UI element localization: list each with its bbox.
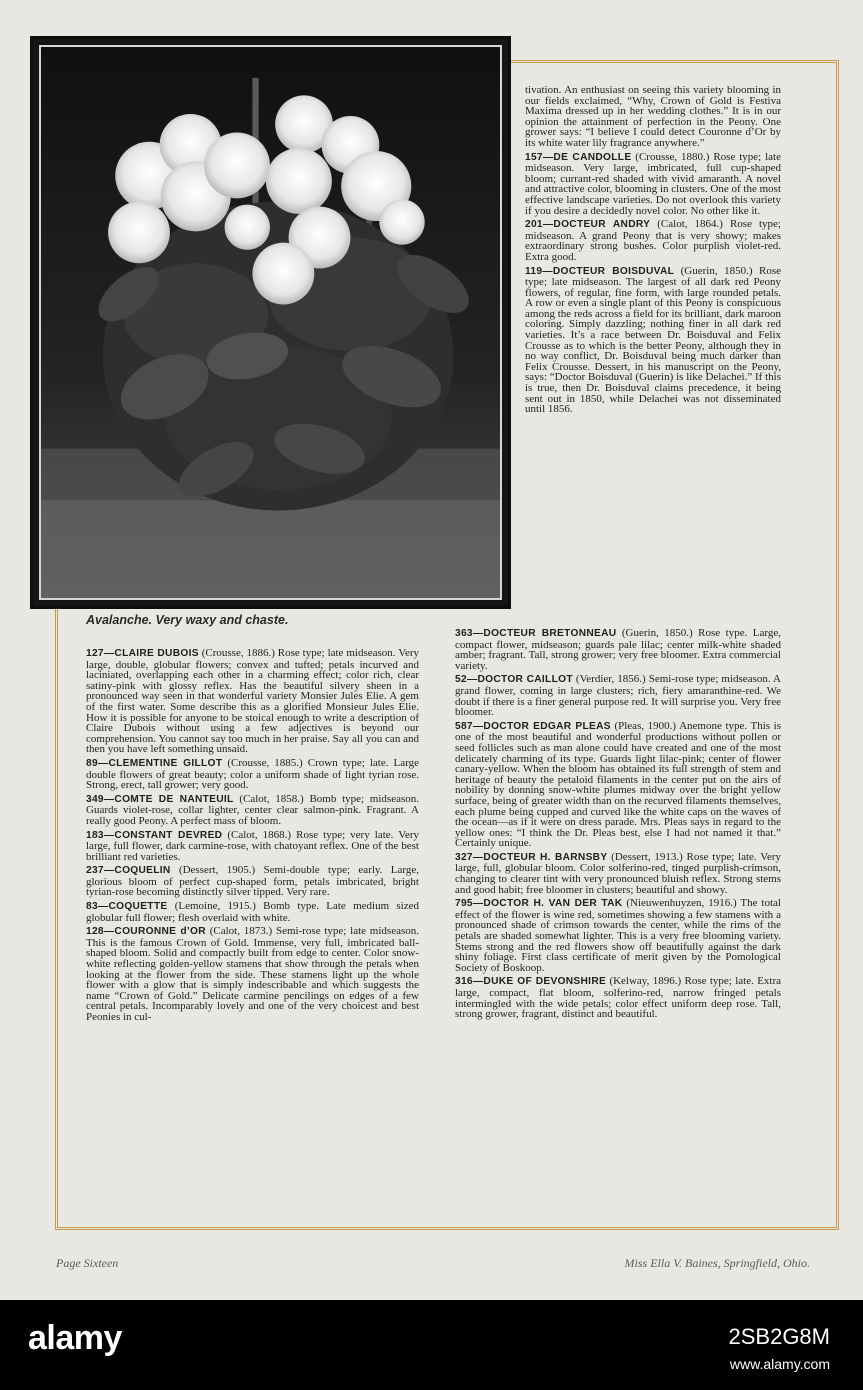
- entry-name: DOCTEUR ANDRY: [553, 219, 651, 231]
- variety-entry: 83—COQUETTE (Lemoine, 1915.) Bomb type. Late medium sized globular full flower; flesh overlaid with white.: [86, 900, 419, 924]
- entry-text: (Lemoine, 1915.) Bomb type. Late medium sized globular full flower; flesh overlaid with white.: [86, 900, 419, 924]
- entry-number: 52: [455, 674, 467, 686]
- entry-text: (Crousse, 1880.) Rose type; late midseason. Very large, imbricated, full cup-shaped bloom; currant-red shaded with vivid amaranth. A novel and attractive color, blooming in clusters. One of the most effective landscape varieties. Do not overlook this variety if you desire a decidedly novel color. No other like it.: [525, 150, 781, 217]
- source-url: www.alamy.com: [729, 1356, 830, 1372]
- variety-entry: 127—CLAIRE DUBOIS (Crousse, 1886.) Rose type; late midseason. Very large, double, globular flowers; convex and tufted; petals incurved and laciniated, overlapping each other in a charming effect; color rich, clear satiny-pink with glossy reflex. Has the beautiful silvery sheen in a pronounced way seen in that wonderful variety Monsier Jules Elie. A gem of the first water. Some describe this as a glorified Monsieur Jules Elie. How it is possible for anyone to be stoical enough to write a description of Claire Dubois without using a few adjectives is beyond our comprehension. You cannot say too much in her praise. Say all you can and then you have left something unsaid.: [86, 647, 419, 756]
- entry-number: 327: [455, 851, 473, 863]
- entry-number: 128: [86, 926, 104, 938]
- entry-number: 237: [86, 865, 104, 877]
- entry-text: (Calot, 1873.) Semi-rose type; late midseason. This is the famous Crown of Gold. Immense, very full, imbricated ball-shaped bloom. Solid and compactly built from edge to center. Color snow-white reflecting golden-yellow stamens that show through the petals when looking at the flower from the side. These stamens light up the whole flower with a glow that is simply indescribable and which suggests the name “Crown of Gold.” Delicate carmine pencilings on edges of a few central petals. Incomparably lovely and one of the very choicest and best Peonies in cul-: [86, 925, 420, 1023]
- entry-text: (Calot, 1864.) Rose type; midseason. A grand Peony that is very showy; makes extraordinary strong bushes. Color purplish violet-red. Extra good.: [525, 218, 781, 263]
- entry-number: 201: [525, 219, 543, 231]
- entry-number: 157: [525, 151, 543, 163]
- entry-number: 316: [455, 976, 473, 988]
- variety-entry: 183—CONSTANT DEVRED (Calot, 1868.) Rose type; very late. Very large, full flower, dark carmine-rose, with chatoyant reflex. One of the best brilliant red varieties.: [86, 828, 419, 863]
- entry-text: (Kelway, 1896.) Rose type; late. Extra large, compact, flat bloom, solferino-red, narrow fringed petals intermingled with the wide petals; color effect uniform deep rose. Tall, strong grower, fragrant, distinct and beautiful.: [455, 975, 782, 1021]
- entry-text: (Guerin, 1850.) Rose type. Large, compact flower, midseason; guards pale lilac; center milk-white shaded amber; fragrant. Tall, strong grower; very free bloomer. Extra commercial variety.: [455, 627, 781, 672]
- variety-entry: 89—CLEMENTINE GILLOT (Crousse, 1885.) Crown type; late. Large double flowers of great beauty; color a uniform shade of light tyrian rose. Strong, erect, tall grower; very good.: [86, 756, 419, 792]
- variety-entry: 587—DOCTOR EDGAR PLEAS (Pleas, 1900.) Anemone type. This is one of the most beautiful and wonderful productions without pollen or seed follicles such as man alone could have created and one of the most delicately charming of its type. Guards light lilac-pink; center of flower canary-yellow. When the bloom has obtained its full strength of stem and heritage of beauty the petaloid filaments in the center put on the airs of nobility by donning snow-white plumes midway over the bright yellow surface, being of greater width than on the recurved filaments themselves, each plume being cupped and curved like the white caps on the waves of the ocean—as if it were on dress parade. Mrs. Pleas says in regard to the yellow ones: “I think the Dr. Pleas best, else I had not named it that.” Certainly unique.: [455, 719, 781, 850]
- entry-name: DUKE OF DEVONSHIRE: [483, 976, 607, 988]
- entry-name: DOCTOR EDGAR PLEAS: [483, 720, 611, 732]
- entry-text: (Calot, 1868.) Rose type; very late. Very large, full flower, dark carmine-rose, with chatoyant reflex. One of the best brilliant red varieties.: [86, 828, 419, 863]
- entry-number: 587: [455, 720, 473, 732]
- variety-entry: 119—DOCTEUR BOISDUVAL (Guerin, 1850.) Rose type; late midseason. The largest of all dark red Peony flowers, of regular, fine form, with large rounded petals. A row or even a single plant of this Peony is conspicuous among the reds across a field for its brilliant, dark maroon coloring. Simply dazzling; nothing finer in all dark red varieties. It’s a race between Dr. Boisduval and Felix Crousse as to which is the better Peony, although they in no way conflict, Dr. Boisduval being much darker than Felix Crousse. Dessert, in his manuscript on the Peony, says: “Doctor Boisduval (Guerin) is like Delachei.” If this is true, then Dr. Boisduval claims precedence, it being sent out in 1850, while Delachei was not disseminated until 1856.: [525, 264, 782, 416]
- entry-text: (Verdier, 1856.) Semi-rose type; midseason. A grand flower, coming in large clusters; rich, fiery amaranthine-red. We doubt if there is a finer general purpose red. It will surprise you. Very free bloomer.: [455, 673, 781, 719]
- variety-entry: 201—DOCTEUR ANDRY (Calot, 1864.) Rose type; midseason. A grand Peony that is very showy; makes extraordinary strong bushes. Color purplish violet-red. Extra good.: [525, 218, 781, 263]
- entry-name: DOCTEUR H. BARNSBY: [483, 851, 608, 863]
- entry-text: (Nieuwenhuyzen, 1916.) The total effect of the flower is wine red, sometimes showing a few stamens with a pronounced shade of crimson towards the center, while the rims of the petals are shaded somewhat lighter. This is a very free blooming variety. Stems strong and the red flowers show off beautifully against the dark shiny foliage. First class certificate of merit given by the Pomological Society of Boskoop.: [455, 897, 781, 974]
- page-number: Page Sixteen: [56, 1256, 119, 1270]
- peony-photo-drawing: [41, 47, 500, 598]
- entry-text: (Crousse, 1886.) Rose type; late midseason. Very large, double, globular flowers; convex and tufted; petals incurved and laciniated, overlapping each other in a charming effect; color rich, clear satiny-pink with glossy reflex. Has the beautiful silvery sheen in a pronounced way seen in that wonderful variety Monsier Jules Elie. A gem of the first water. Some describe this as a glorified Monsieur Jules Elie. How it is possible for anyone to be stoical enough to write a description of Claire Dubois without using a few adjectives is beyond our comprehension. You cannot say too much in her praise. Say all you can and then you have left something unsaid.: [86, 647, 419, 756]
- photo-frame: [30, 36, 511, 609]
- entry-number: 183: [86, 829, 104, 841]
- entry-number: 89: [86, 757, 98, 769]
- entry-name: COQUETTE: [108, 901, 168, 913]
- entry-number: 363: [455, 628, 473, 639]
- entry-number: 795: [455, 898, 473, 910]
- publisher-line: Miss Ella V. Baines, Springfield, Ohio.: [624, 1256, 810, 1270]
- continued-text: tivation. An enthusiast on seeing this variety blooming in our fields exclaimed, “Why, Crown of Gold is Festiva Maxima dressed up in her wedding clothes.” It is in our opinion the attainment of perfection in the Peony. One grower says: “I believe I could detect Couronne d’Or by its white water lily fragrance anywhere.”: [525, 84, 781, 149]
- entry-name: COQUELIN: [114, 865, 171, 877]
- entry-name: CONSTANT DEVRED: [114, 829, 223, 841]
- entry-name: CLEMENTINE GILLOT: [108, 757, 223, 769]
- entry-number: 83: [86, 901, 98, 913]
- entry-text: (Dessert, 1905.) Semi-double type; early. Large, glorious bloom of perfect cup-shaped form, petals imbricated, bright tyrian-rose becoming distinctly silver tipped. Very rare.: [86, 864, 419, 899]
- variety-entry: 237—COQUELIN (Dessert, 1905.) Semi-double type; early. Large, glorious bloom of perfect cup-shaped form, petals imbricated, bright tyrian-rose becoming distinctly silver tipped. Very rare.: [86, 864, 419, 899]
- left-column: [86, 648, 419, 1026]
- variety-entry: 363—DOCTEUR BRETONNEAU (Guerin, 1850.) Rose type. Large, compact flower, midseason; guards pale lilac; center milk-white shaded amber; fragrant. Tall, strong grower; very free bloomer. Extra commercial variety.: [455, 627, 781, 672]
- entry-name: DOCTEUR BRETONNEAU: [483, 628, 617, 639]
- entry-name: DOCTOR H. VAN DER TAK: [483, 898, 623, 910]
- entry-number: 127: [86, 648, 104, 659]
- photo-caption: Avalanche. Very waxy and chaste.: [86, 613, 289, 627]
- variety-entry: 52—DOCTOR CAILLOT (Verdier, 1856.) Semi-rose type; midseason. A grand flower, coming in large clusters; rich, fiery amaranthine-red. We doubt if there is a finer general purpose red. It will surprise you. Very free bloomer.: [455, 673, 781, 719]
- entry-text: (Dessert, 1913.) Rose type; late. Very large, full, globular bloom. Color solferino-red, tinged purplish-crimson, changing to clearer tint with very pronounced bluish reflex. Strong stems and good habit; free bloomer in clusters; beautiful and showy.: [455, 850, 781, 896]
- variety-entry: 349—COMTE DE NANTEUIL (Calot, 1858.) Bomb type; midseason. Guards violet-rose, collar lighter, center clear salmon-pink. Fragrant. A really good Peony. A perfect mass of bloom.: [86, 792, 419, 827]
- peony-photo: [41, 47, 500, 598]
- entry-name: COURONNE d’OR: [114, 926, 206, 938]
- entry-name: COMTE DE NANTEUIL: [114, 793, 234, 805]
- entry-number: 119: [525, 265, 543, 277]
- right-column-bottom: [455, 628, 781, 1023]
- right-column-top: [525, 85, 781, 418]
- alamy-logo: alamy: [28, 1319, 122, 1357]
- entry-name: DE CANDOLLE: [553, 151, 632, 163]
- entry-number: 349: [86, 793, 104, 805]
- entry-text: (Guerin, 1850.) Rose type; late midseason. The largest of all dark red Peony flowers, of regular, fine form, with large rounded petals. A row or even a single plant of this Peony is conspicuous among the reds across a field for its brilliant, dark maroon coloring. Simply dazzling; nothing finer in all dark red varieties. It’s a race between Dr. Boisduval and Felix Crousse as to which is the better Peony, although they in no way conflict, Dr. Boisduval being much darker than Felix Crousse. Dessert, in his manuscript on the Peony, says: “Doctor Boisduval (Guerin) is like Delachei.” If this is true, then Dr. Boisduval claims precedence, it being sent out in 1850, while Delachei was not disseminated until 1856.: [525, 264, 782, 416]
- variety-entry: 327—DOCTEUR H. BARNSBY (Dessert, 1913.) Rose type; late. Very large, full, globular bloom. Color solferino-red, tinged purplish-crimson, changing to clearer tint with very pronounced bluish reflex. Strong stems and good habit; free bloomer in clusters; beautiful and showy.: [455, 850, 781, 896]
- entry-name: DOCTEUR BOISDUVAL: [552, 265, 675, 277]
- entry-text: (Crousse, 1885.) Crown type; late. Large double flowers of great beauty; color a uniform shade of light tyrian rose. Strong, erect, tall grower; very good.: [86, 756, 419, 792]
- variety-entry: 795—DOCTOR H. VAN DER TAK (Nieuwenhuyzen, 1916.) The total effect of the flower is wine red, sometimes showing a few stamens with a pronounced shade of crimson towards the center, while the rims of the petals are shaded somewhat lighter. This is a very free blooming variety. Stems strong and the red flowers show off beautifully against the dark shiny foliage. First class certificate of merit given by the Pomological Society of Boskoop.: [455, 897, 781, 974]
- entry-name: CLAIRE DUBOIS: [114, 648, 199, 659]
- variety-entry: 316—DUKE OF DEVONSHIRE (Kelway, 1896.) Rose type; late. Extra large, compact, flat bloom, solferino-red, narrow fringed petals intermingled with the wide petals; color effect uniform deep rose. Tall, strong grower, fragrant, distinct and beautiful.: [455, 975, 782, 1021]
- image-id: 2SB2G8M: [728, 1324, 830, 1349]
- entry-text: (Pleas, 1900.) Anemone type. This is one of the most beautiful and wonderful productions without pollen or seed follicles such as man alone could have created and one of the most delicately charming of its type. Guards light lilac-pink; center of flower canary-yellow. When the bloom has obtained its full strength of stem and heritage of beauty the petaloid filaments in the center put on the airs of nobility by donning snow-white plumes midway over the bright yellow surface, being of greater width than on the recurved filaments themselves, each plume being cupped and curved like the white caps on the waves of the ocean—as if it were on dress parade. Mrs. Pleas says in regard to the yellow ones: “I think the Dr. Pleas best, else I had not named it that.” Certainly unique.: [455, 719, 781, 850]
- variety-entry: 128—COURONNE d’OR (Calot, 1873.) Semi-rose type; late midseason. This is the famous Crown of Gold. Immense, very full, imbricated ball-shaped bloom. Solid and compactly built from edge to center. Color snow-white reflecting golden-yellow stamens that show through the petals when looking at the flower from the side. These stamens light up the whole flower with a glow that is simply indescribable and which suggests the name “Crown of Gold.” Delicate carmine pencilings on edges of a few central petals. Incomparably lovely and one of the very choicest and best Peonies in cul-: [86, 925, 420, 1023]
- entry-text: (Calot, 1858.) Bomb type; midseason. Guards violet-rose, collar lighter, center clear salmon-pink. Fragrant. A really good Peony. A perfect mass of bloom.: [86, 792, 419, 827]
- variety-entry: 157—DE CANDOLLE (Crousse, 1880.) Rose type; late midseason. Very large, imbricated, full cup-shaped bloom; currant-red shaded with vivid amaranth. A novel and attractive color, blooming in clusters. One of the most effective landscape varieties. Do not overlook this variety if you desire a decidedly novel color. No other like it.: [525, 150, 781, 217]
- entry-name: DOCTOR CAILLOT: [477, 674, 573, 686]
